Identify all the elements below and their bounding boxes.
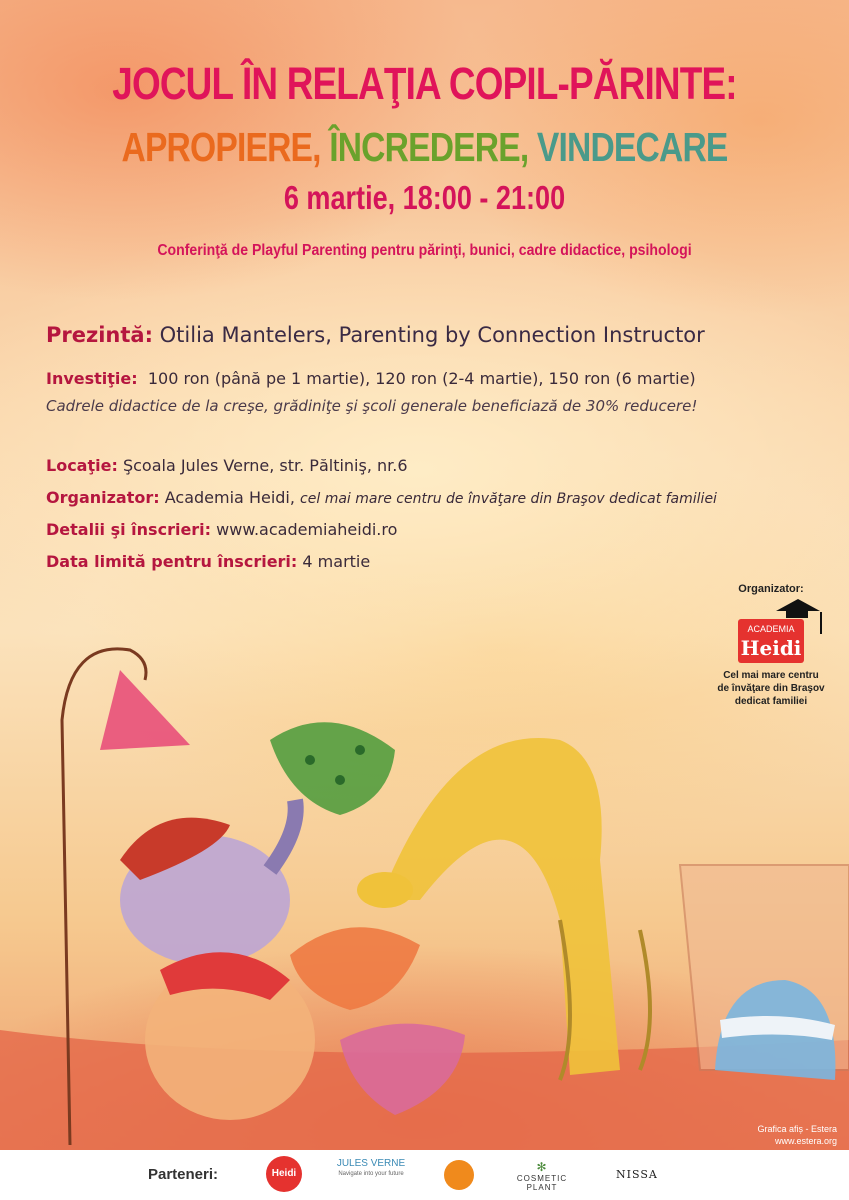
leaf-icon: ✻ [536, 1160, 548, 1174]
organizer-line [46, 488, 717, 507]
partners-footer [0, 1150, 849, 1200]
lamp-shade [100, 670, 190, 750]
organizer-box-label: Organizator: [738, 583, 804, 595]
subtitle-keywords [76, 124, 772, 171]
organizer-desc-line2: de învăţare din Braşov [717, 683, 825, 694]
keyword-apropiere: APROPIERE, [121, 124, 321, 170]
orange-pillow [290, 927, 420, 1010]
organizer-box-description [716, 669, 826, 708]
logo-line2: Heidi [740, 636, 802, 660]
graphics-credit [757, 1123, 837, 1147]
organizer-value: Academia Heidi, [164, 488, 295, 507]
graduation-cap-base [786, 610, 808, 618]
giraffe-head [357, 872, 413, 908]
elephant-trunk [270, 800, 296, 870]
partner-orange-logo [444, 1160, 474, 1190]
keyword-vindecare: VINDECARE [536, 124, 728, 170]
organizer-label: Organizator: [46, 488, 160, 507]
jules-verne-name: JULES VERNE [336, 1158, 406, 1169]
signup-label: Detalii şi înscrieri: [46, 520, 212, 539]
location-value: Şcoala Jules Verne, str. Păltiniş, nr.6 [122, 456, 408, 475]
investment-value: 100 ron (până pe 1 martie), 120 ron (2-4 martie), 150 ron (6 martie) [147, 369, 696, 388]
event-tagline: Conferinţă de Playful Parenting pentru părinţi, bunici, cadre didactice, psihologi [157, 242, 692, 259]
event-date: 6 martie, 18:00 - 21:00 [283, 179, 566, 216]
presenter-label: Prezintă: [46, 323, 153, 347]
keyword-incredere: ÎNCREDERE, [329, 124, 529, 170]
location-line [46, 456, 408, 475]
logo-line1: ACADEMIA [747, 624, 795, 634]
academia-heidi-logo [738, 619, 804, 663]
cap-tassel [820, 612, 822, 634]
discount-note: Cadrele didactice de la creşe, grădiniţe şi şcoli generale beneficiază de 30% reducere! [46, 397, 698, 415]
partner-jules-verne-logo [336, 1158, 406, 1180]
organizer-desc-line1: Cel mai mare centru [723, 670, 819, 681]
presenter-line [46, 323, 705, 347]
partner-cosmetic-plant-logo [510, 1160, 574, 1192]
jules-verne-motto: Navigate into your future [338, 1171, 404, 1177]
cosmetic-plant-name: COSMETIC PLANT [516, 1174, 568, 1192]
organizer-desc-line3: dedicat familiei [734, 696, 808, 707]
deadline-label: Data limită pentru înscrieri: [46, 552, 298, 571]
partners-label: Parteneri: [148, 1166, 219, 1183]
presenter-value: Otilia Mantelers, Parenting by Connection Instructor [159, 323, 705, 347]
credit-website: www.estera.org [774, 1136, 837, 1146]
organizer-description: cel mai mare centru de învăţare din Braşov dedicat familiei [300, 491, 717, 507]
main-title: JOCUL ÎN RELAŢIA COPIL-PĂRINTE: [112, 58, 737, 109]
signup-link[interactable]: www.academiaheidi.ro [216, 520, 398, 539]
signup-line [46, 520, 397, 539]
partner-heidi-logo: Heidi [266, 1156, 302, 1192]
organizer-box [716, 583, 826, 708]
deadline-line [46, 552, 370, 571]
deadline-value: 4 martie [302, 552, 371, 571]
partner-nissa-logo: NISSA [616, 1168, 658, 1181]
investment-line [46, 369, 696, 388]
location-label: Locaţie: [46, 456, 118, 475]
investment-label: Investiţie: [46, 369, 138, 388]
credit-author: Grafica afiș - Estera [757, 1124, 837, 1134]
